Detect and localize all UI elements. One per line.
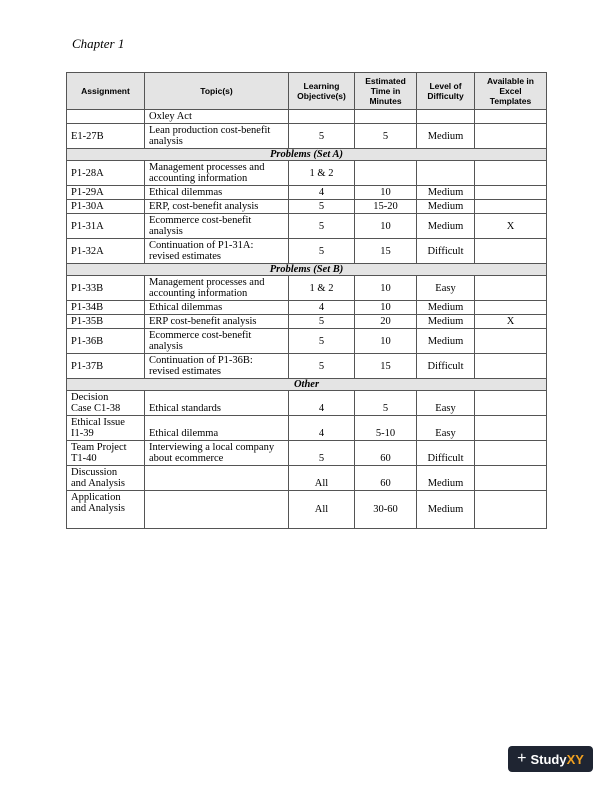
- studyxy-badge[interactable]: [508, 746, 593, 772]
- table-row: [67, 315, 547, 329]
- table-row: [67, 186, 547, 200]
- excel-cell: [475, 441, 547, 466]
- level-cell: Medium: [417, 214, 475, 239]
- topic-cell: [145, 466, 289, 491]
- time-cell: 60: [355, 441, 417, 466]
- level-cell: Medium: [417, 124, 475, 149]
- table-row: [67, 161, 547, 186]
- excel-cell: [475, 301, 547, 315]
- assignment-cell: P1-28A: [67, 161, 145, 186]
- time-cell: 10: [355, 329, 417, 354]
- assignment-cell: [67, 441, 145, 466]
- topic-cell: Management processes and accounting information: [145, 276, 289, 301]
- level-cell: Medium: [417, 301, 475, 315]
- topic-cell: Ecommerce cost-benefit analysis: [145, 214, 289, 239]
- lo-cell: 5: [289, 239, 355, 264]
- table-row: [67, 124, 547, 149]
- level-cell: [417, 161, 475, 186]
- level-cell: Medium: [417, 200, 475, 214]
- table-row: [67, 416, 547, 441]
- level-cell: Medium: [417, 491, 475, 529]
- time-cell: 10: [355, 214, 417, 239]
- table-row: [67, 200, 547, 214]
- assignment-text: Discussion and Analysis: [71, 467, 125, 489]
- lo-cell: 4: [289, 391, 355, 416]
- assignment-cell: P1-34B: [67, 301, 145, 315]
- time-cell: 10: [355, 301, 417, 315]
- level-cell: Medium: [417, 315, 475, 329]
- chapter-heading: Chapter 1: [72, 36, 125, 51]
- lo-cell: 5: [289, 214, 355, 239]
- assignment-cell: P1-29A: [67, 186, 145, 200]
- plus-icon: +: [517, 750, 527, 767]
- time-cell: [355, 110, 417, 124]
- assignment-text: Application and Analysis: [71, 492, 125, 514]
- time-cell: 5-10: [355, 416, 417, 441]
- topic-cell: Ethical dilemmas: [145, 301, 289, 315]
- assignment-cell: P1-35B: [67, 315, 145, 329]
- time-cell: [355, 161, 417, 186]
- assignment-cell: P1-32A: [67, 239, 145, 264]
- topic-cell: Management processes and accounting information: [145, 161, 289, 186]
- assignment-cell: [67, 416, 145, 441]
- assignment-cell: [67, 110, 145, 124]
- assignment-text: Ethical Issue I1-39: [71, 417, 125, 439]
- time-cell: 15-20: [355, 200, 417, 214]
- excel-cell: [475, 200, 547, 214]
- time-cell: 15: [355, 354, 417, 379]
- table-header-row: [67, 73, 547, 110]
- section-title-set-b: Problems (Set B): [67, 264, 547, 276]
- level-cell: Medium: [417, 186, 475, 200]
- section-row: [67, 149, 547, 161]
- topic-cell: Lean production cost-benefit analysis: [145, 124, 289, 149]
- assignment-cell: P1-37B: [67, 354, 145, 379]
- level-cell: Difficult: [417, 441, 475, 466]
- table-row: [67, 301, 547, 315]
- col-estimated-time: Estimated Time in Minutes: [355, 73, 417, 110]
- assignment-table: [66, 72, 547, 529]
- lo-cell: 5: [289, 124, 355, 149]
- assignment-cell: P1-36B: [67, 329, 145, 354]
- topic-cell: ERP cost-benefit analysis: [145, 315, 289, 329]
- topic-cell: Ethical dilemma: [145, 416, 289, 441]
- level-cell: Easy: [417, 276, 475, 301]
- section-row: [67, 264, 547, 276]
- table-row: [67, 491, 547, 529]
- level-cell: Easy: [417, 391, 475, 416]
- excel-cell: [475, 124, 547, 149]
- topic-cell: Ethical standards: [145, 391, 289, 416]
- badge-xy: XY: [566, 751, 584, 767]
- table-row: [67, 354, 547, 379]
- assignment-text: Decision Case C1-38: [71, 392, 121, 414]
- lo-cell: [289, 110, 355, 124]
- badge-study-text: [530, 752, 583, 767]
- topic-cell: Oxley Act: [145, 110, 289, 124]
- table-row: [67, 329, 547, 354]
- excel-cell: [475, 161, 547, 186]
- lo-cell: All: [289, 491, 355, 529]
- excel-cell: [475, 491, 547, 529]
- topic-cell: Interviewing a local company about ecommerce: [145, 441, 289, 466]
- excel-cell: [475, 416, 547, 441]
- lo-cell: 4: [289, 301, 355, 315]
- lo-cell: 4: [289, 416, 355, 441]
- excel-cell: [475, 110, 547, 124]
- excel-cell: [475, 276, 547, 301]
- level-cell: [417, 110, 475, 124]
- level-cell: Difficult: [417, 239, 475, 264]
- badge-study: Study: [530, 751, 567, 767]
- time-cell: 30-60: [355, 491, 417, 529]
- excel-cell: [475, 391, 547, 416]
- time-cell: 20: [355, 315, 417, 329]
- col-topics: Topic(s): [145, 73, 289, 110]
- time-cell: 60: [355, 466, 417, 491]
- lo-cell: 5: [289, 441, 355, 466]
- col-difficulty: Level of Difficulty: [417, 73, 475, 110]
- assignment-cell: P1-30A: [67, 200, 145, 214]
- time-cell: 15: [355, 239, 417, 264]
- table-row: [67, 466, 547, 491]
- lo-cell: 5: [289, 329, 355, 354]
- lo-cell: 4: [289, 186, 355, 200]
- section-row: [67, 379, 547, 391]
- time-cell: 5: [355, 391, 417, 416]
- level-cell: Difficult: [417, 354, 475, 379]
- lo-cell: All: [289, 466, 355, 491]
- table-row: [67, 110, 547, 124]
- assignment-cell: P1-33B: [67, 276, 145, 301]
- level-cell: Medium: [417, 466, 475, 491]
- excel-cell: [475, 329, 547, 354]
- assignment-cell: E1-27B: [67, 124, 145, 149]
- topic-cell: ERP, cost-benefit analysis: [145, 200, 289, 214]
- lo-cell: 1 & 2: [289, 276, 355, 301]
- assignment-cell: [67, 466, 145, 491]
- excel-cell: [475, 466, 547, 491]
- excel-cell: [475, 186, 547, 200]
- level-cell: Medium: [417, 329, 475, 354]
- topic-cell: Continuation of P1-31A: revised estimates: [145, 239, 289, 264]
- topic-cell: Ecommerce cost-benefit analysis: [145, 329, 289, 354]
- table-row: [67, 276, 547, 301]
- assignment-cell: [67, 391, 145, 416]
- table-row: [67, 441, 547, 466]
- time-cell: 10: [355, 186, 417, 200]
- lo-cell: 5: [289, 315, 355, 329]
- col-learning-objectives: Learning Objective(s): [289, 73, 355, 110]
- assignment-cell: P1-31A: [67, 214, 145, 239]
- topic-cell: Ethical dilemmas: [145, 186, 289, 200]
- excel-cell: [475, 354, 547, 379]
- assignment-text: Team Project T1-40: [71, 442, 127, 464]
- section-title-set-a: Problems (Set A): [67, 149, 547, 161]
- lo-cell: 5: [289, 354, 355, 379]
- table-row: [67, 391, 547, 416]
- lo-cell: 1 & 2: [289, 161, 355, 186]
- col-excel-templates: Available in Excel Templates: [475, 73, 547, 110]
- assignment-cell: [67, 491, 145, 529]
- col-assignment: Assignment: [67, 73, 145, 110]
- excel-cell: [475, 239, 547, 264]
- level-cell: Easy: [417, 416, 475, 441]
- section-title-other: Other: [67, 379, 547, 391]
- topic-cell: [145, 491, 289, 529]
- excel-cell: X: [475, 214, 547, 239]
- excel-cell: X: [475, 315, 547, 329]
- table-row: [67, 239, 547, 264]
- time-cell: 10: [355, 276, 417, 301]
- table-row: [67, 214, 547, 239]
- lo-cell: 5: [289, 200, 355, 214]
- time-cell: 5: [355, 124, 417, 149]
- topic-cell: Continuation of P1-36B: revised estimates: [145, 354, 289, 379]
